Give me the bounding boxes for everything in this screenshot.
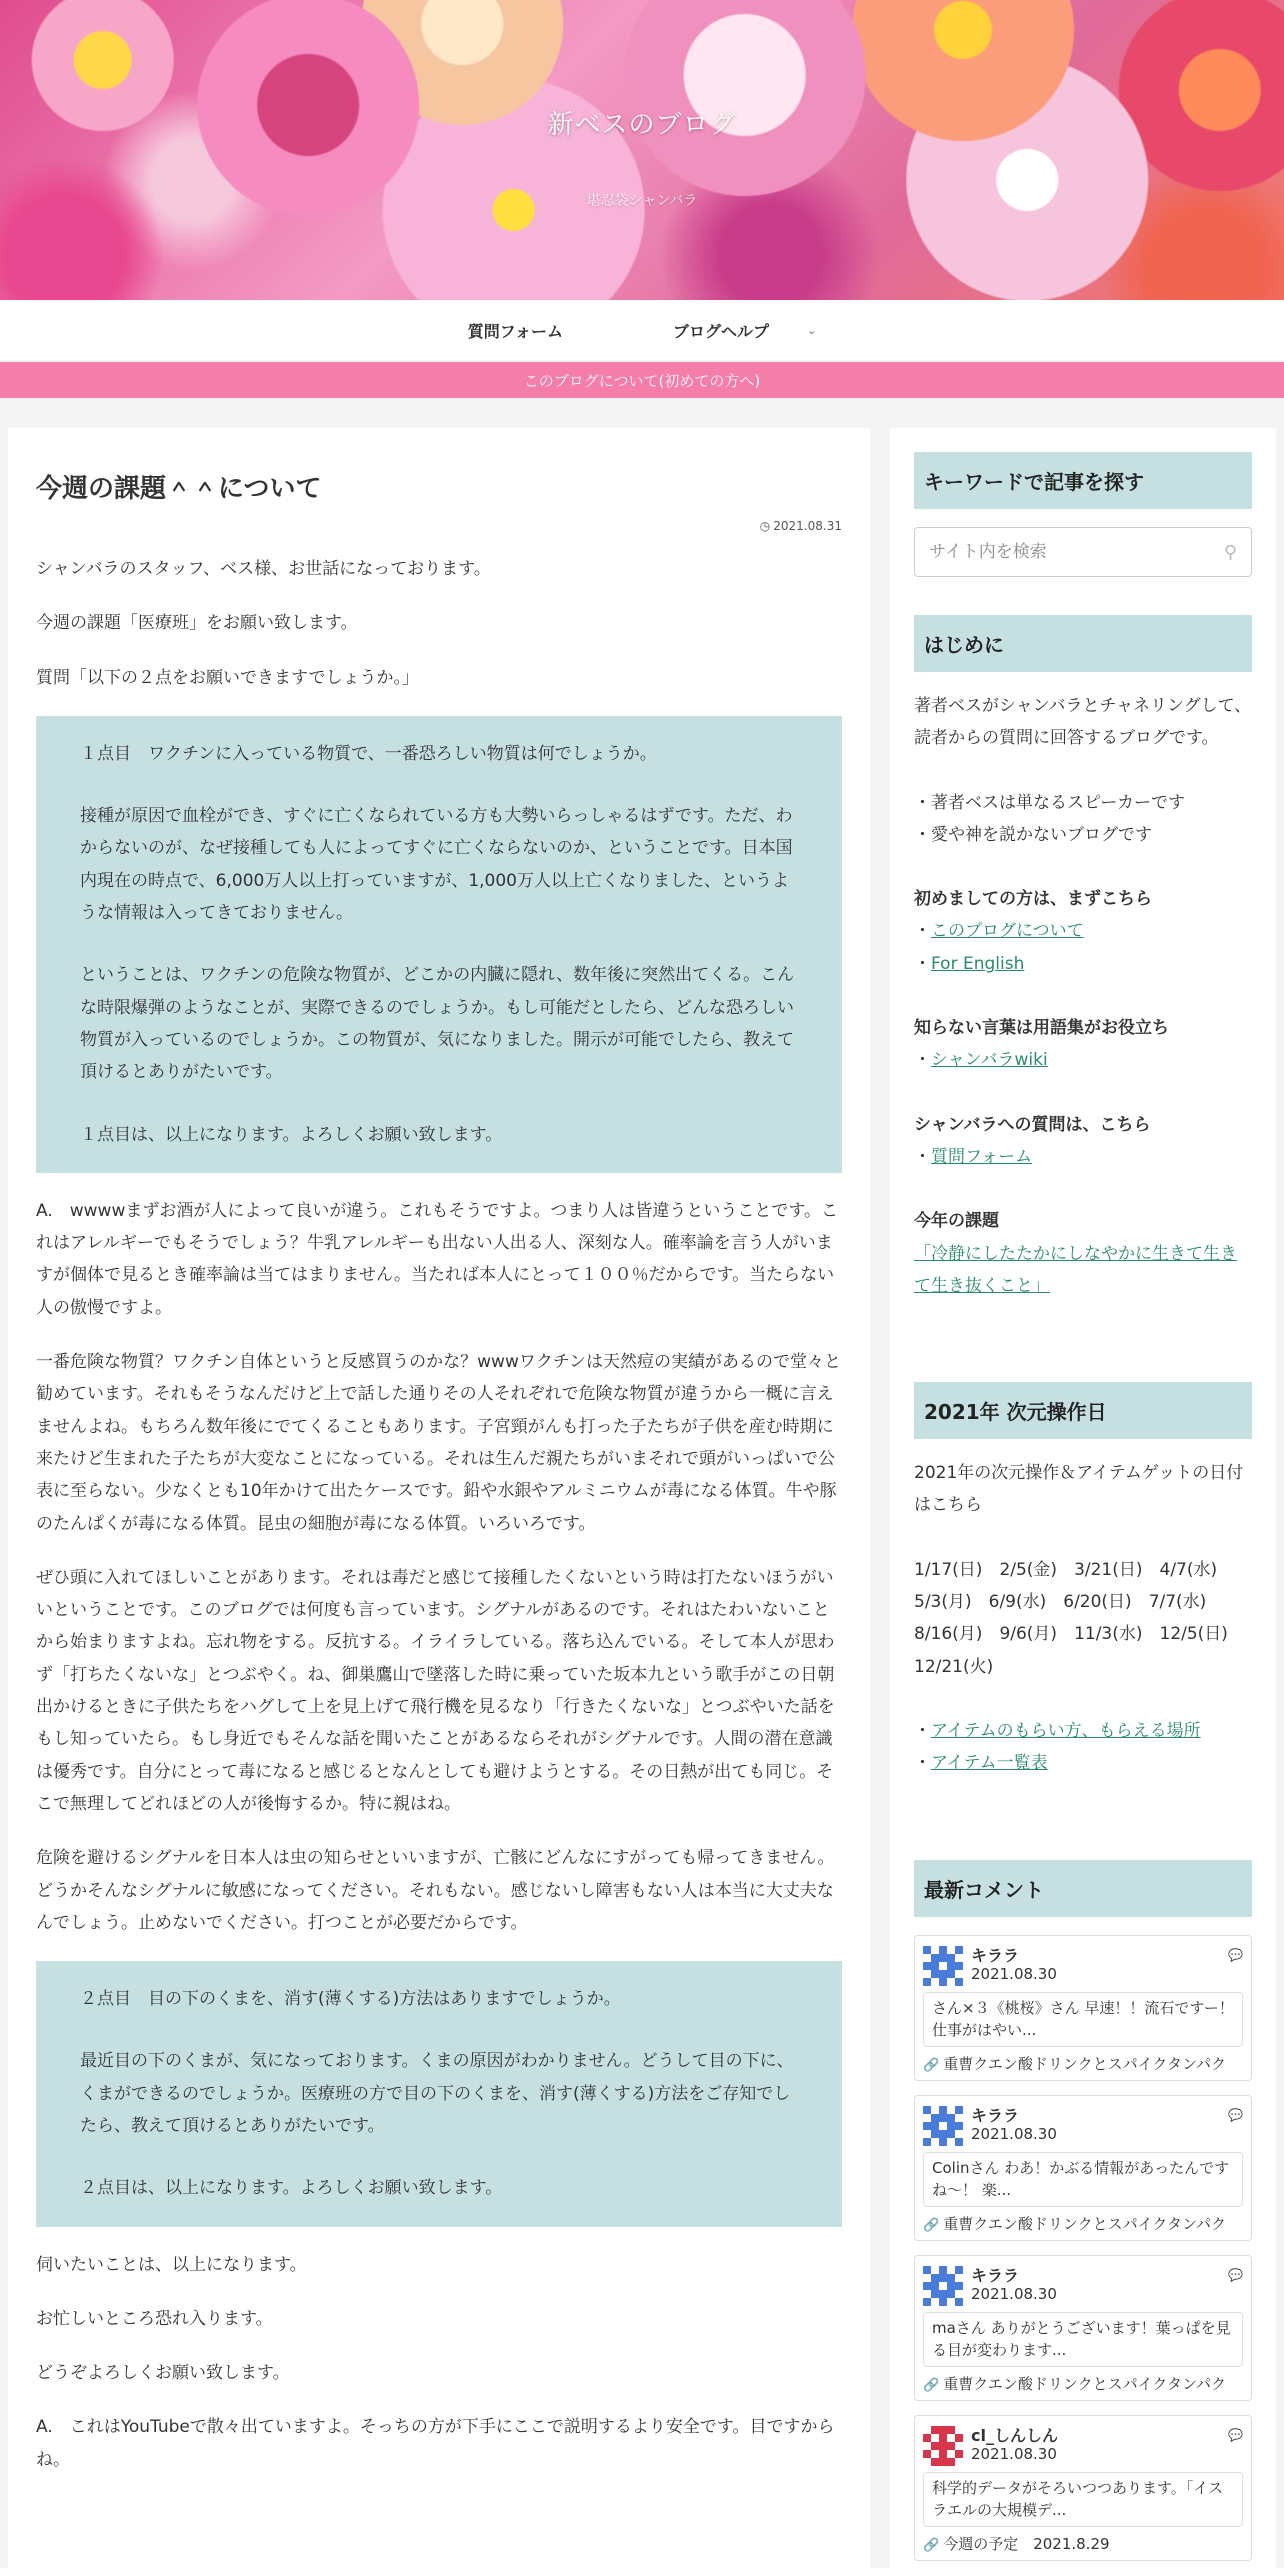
list-item: ・シャンバラwiki xyxy=(914,1050,1048,1071)
comment-post-title: 重曹クエン酸ドリンクとスパイクタンパク xyxy=(943,2054,1226,2073)
comment-author: キララ xyxy=(971,2265,1020,2285)
paragraph: 一番危険な物質？ワクチン自体というと反感買うのかな？wwwワクチンは天然痘の実績があるので堂々と勧めています。それもそうなんだけど上で話した通りその人それぞれで危険な物質が違うから一概に言えませんよね。もちろん数年後にでてくることもあります。子宮頸がんも打った子たちが子供を産む時期に来たけど生まれた子たちが大変なことになっている。それは生んだ親たちがいまそれで頭がいっぱいで公表に至らない。少なくとも10年かけて出たケースです。鉛や水銀やアルミニウムが毒になる体質。牛や豚のたんぱくが毒になる体質。昆虫の細胞が毒になる体質。いろいろです。 xyxy=(36,1352,842,1534)
site-subtitle: 堪忍袋シャンバラ xyxy=(586,193,698,209)
link-icon: 🔗 xyxy=(923,2537,940,2553)
avatar xyxy=(923,2106,963,2146)
widget-title-intro: はじめに xyxy=(914,615,1252,672)
list-item: ・質問フォーム xyxy=(914,1146,1033,1167)
site-header xyxy=(0,0,1284,300)
paragraph: ぜひ頭に入れてほしいことがあります。それは毒だと感じて接種したくないという時は打たないほうがいいということです。このブログでは何度も言っています。シグナルがあるのです。それはたわいないことから始まりますよね。忘れ物をする。反抗する。イライラしている。落ち込んでいる。そして本人が思わず「打ちたくないな」とつぶやく。ね、御巣鷹山で墜落した時に乗っていた坂本九という歌手がこの日朝出かけるときに子供たちをハグして上を見上げて飛行機を見るなり「行きたくないな」とつぶやいた話をもし知っていたら。もし身近でもそんな話を聞いたことがあるならそれがシグナルです。人間の潜在意識は優秀です。自分にとって毒になると感じるとなんとしても避けようとする。その日熱が出ても同じ。そこで無理してどれほどの人が後悔するか。特に親はね。 xyxy=(36,1567,835,1814)
paragraph: 伺いたいことは、以上になります。 xyxy=(36,2254,307,2275)
link-item-howto[interactable]: アイテムのもらい方、もらえる場所 xyxy=(931,1720,1201,1741)
search-input[interactable] xyxy=(929,542,1209,562)
comment-item[interactable] xyxy=(914,2095,1252,2241)
site-title[interactable]: 新ベスのブログ xyxy=(547,110,737,140)
comment-post-link[interactable] xyxy=(923,2533,1243,2554)
paragraph: どうぞよろしくお願い致します。 xyxy=(36,2363,290,2384)
search-form xyxy=(914,527,1252,577)
chevron-down-icon: ⌄ xyxy=(807,323,817,337)
comment-item[interactable] xyxy=(914,1935,1252,2081)
glossary-heading: 知らない言葉は用語集がお役立ち xyxy=(914,1018,1169,1039)
comment-author: cl_しんしん xyxy=(971,2425,1058,2445)
link-icon: 🔗 xyxy=(923,2377,940,2393)
avatar xyxy=(923,2426,963,2466)
comment-post-link[interactable] xyxy=(923,2053,1243,2074)
date-text: 2021.08.31 xyxy=(773,519,842,533)
quote-paragraph: １点目 ワクチンに入っている物質で、一番恐ろしい物質は何でしょうか。 xyxy=(80,743,657,764)
paragraph: お忙しいところ恐れ入ります。 xyxy=(36,2308,273,2329)
search-icon[interactable]: ⚲ xyxy=(1223,541,1237,563)
question-quote-1 xyxy=(36,716,842,1173)
comment-excerpt: Colinさん わあ！かぶる情報があったんですね〜！ 楽... xyxy=(923,2152,1243,2207)
comment-author: キララ xyxy=(971,1945,1020,1965)
comment-date: 2021.08.30 xyxy=(971,2124,1057,2143)
quote-paragraph: 接種が原因で血栓ができ、すぐに亡くなられている方も大勢いらっしゃるはずです。ただ、わからないのが、なぜ接種しても人によってすぐに亡くならないのか、ということです。日本国内現在の時点で、6,000万人以上打っていますが、1,000万人以上亡くなりました、というような情報は入ってきておりません。 xyxy=(80,806,793,924)
global-nav xyxy=(0,300,1284,360)
comment-author: キララ xyxy=(971,2105,1020,2125)
widget-title-comments: 最新コメント xyxy=(914,1860,1252,1917)
quote-paragraph: １点目は、以上になります。よろしくお願い致します。 xyxy=(80,1124,503,1145)
avatar xyxy=(923,2266,963,2306)
quote-paragraph: ２点目 目の下のくまを、消す(薄くする)方法はありますでしょうか。 xyxy=(80,1989,621,2010)
link-shambhala-wiki[interactable]: シャンバラwiki xyxy=(931,1050,1048,1071)
comment-date: 2021.08.30 xyxy=(971,2444,1057,2463)
comment-post-title: 重曹クエン酸ドリンクとスパイクタンパク xyxy=(943,2214,1226,2233)
comment-excerpt: さん×３《桃桜》さん 早速！！流石ですー！仕事がはやい... xyxy=(923,1992,1243,2047)
first-time-heading: 初めましての方は、まずこちら xyxy=(914,889,1152,910)
list-item: ・アイテム一覧表 xyxy=(914,1753,1048,1774)
paragraph: A. wwwwまずお酒が人によって良いが違う。これもそうですよ。つまり人は皆違うということです。これはアレルギーでもそうでしょう？牛乳アレルギーも出ない人出る人、深刻な人。確率論を言う人がいますが個体で見るとき確率論は当てはまりません。当たれば本人にとって１００％だからです。当たらない人の傲慢ですよ。 xyxy=(36,1200,838,1318)
article-date xyxy=(36,519,842,533)
intro-bullet: ・著者ベスは単なるスピーカーです xyxy=(914,792,1185,813)
question-heading: シャンバラへの質問は、こちら xyxy=(914,1114,1151,1135)
nav-item-label: 質問フォーム xyxy=(467,321,563,341)
comment-icon: 💬 xyxy=(1228,2267,1243,2282)
question-quote-2 xyxy=(36,1961,842,2226)
paragraph: 質問「以下の２点をお願いできますでしょうか。」 xyxy=(36,667,420,688)
article-title: 今週の課題＾＾について xyxy=(36,474,322,504)
paragraph: A. これはYouTubeで散々出ていますよ。そっちの方が下手にここで説明するより安全です。目ですからね。 xyxy=(36,2417,835,2470)
main-content xyxy=(8,428,870,2568)
link-icon: 🔗 xyxy=(923,2057,940,2073)
clock-icon: ◷ xyxy=(759,519,771,533)
link-for-english[interactable]: For English xyxy=(931,953,1025,974)
widget-title-search: キーワードで記事を探す xyxy=(914,452,1252,509)
intro-bullet: ・愛や神を説かないブログです xyxy=(914,824,1152,845)
link-icon: 🔗 xyxy=(923,2217,940,2233)
paragraph: 危険を避けるシグナルを日本人は虫の知らせといいますが、亡骸にどんなにすがっても帰ってきません。どうかそんなシグナルに敏感になってください。それもない。感じないし障害もない人は本当に大丈夫なんでしょう。止めないでください。打つことが必要だからです。 xyxy=(36,1848,835,1933)
list-item: ・アイテムのもらい方、もらえる場所 xyxy=(914,1720,1201,1741)
comment-icon: 💬 xyxy=(1228,2427,1243,2442)
theme-heading: 今年の課題 xyxy=(914,1211,999,1232)
link-item-list[interactable]: アイテム一覧表 xyxy=(931,1753,1048,1774)
comment-item[interactable] xyxy=(914,2415,1252,2561)
comment-excerpt: maさん ありがとうございます！葉っぱを見る目が変わります... xyxy=(923,2312,1243,2367)
comment-post-link[interactable] xyxy=(923,2373,1243,2394)
notice-bar[interactable]: このブログについて(初めての方へ) xyxy=(0,362,1284,398)
link-question-form[interactable]: 質問フォーム xyxy=(931,1146,1033,1167)
dimension-text: 2021年の次元操作＆アイテムゲットの日付はこちら xyxy=(914,1463,1244,1516)
sidebar xyxy=(890,428,1276,2568)
intro-text: 著者ベスがシャンバラとチャネリングして、読者からの質問に回答するブログです。 xyxy=(914,696,1252,749)
nav-item-label: ブログヘルプ xyxy=(672,321,769,341)
comment-excerpt: 科学的データがそろいつつあります。「イスラエルの大規模デ... xyxy=(923,2472,1243,2527)
widget-title-dimension: 2021年 次元操作日 xyxy=(914,1382,1252,1439)
quote-paragraph: ということは、ワクチンの危険な物質が、どこかの内臓に隠れ、数年後に突然出てくる。こんな時限爆弾のようなことが、実際できるのでしょうか。もし可能だとしたら、どんな恐ろしい物質が入っているのでしょうか。この物質が、気になりました。開示が可能でしたら、教えて頂けるとありがたいです。 xyxy=(80,965,795,1083)
paragraph: 今週の課題「医療班」をお願い致します。 xyxy=(36,613,358,634)
comment-icon: 💬 xyxy=(1228,2107,1243,2122)
link-yearly-theme[interactable]: 「冷静にしたたかにしなやかに生きて生きて生き抜くこと」 xyxy=(914,1243,1237,1296)
comment-post-link[interactable] xyxy=(923,2213,1243,2234)
quote-paragraph: 最近目の下のくまが、気になっております。くまの原因がわかりません。どうして目の下に、くまができるのでしょうか。医療班の方で目の下のくまを、消す(薄くする)方法をご存知でしたら、教えて頂けるとありがたいです。 xyxy=(80,2051,794,2136)
comment-date: 2021.08.30 xyxy=(971,1964,1057,1983)
nav-item-blog-help[interactable] xyxy=(673,319,816,342)
nav-item-question-form[interactable] xyxy=(468,319,563,342)
comment-icon: 💬 xyxy=(1228,1947,1243,1962)
quote-paragraph: ２点目は、以上になります。よろしくお願い致します。 xyxy=(80,2178,503,2199)
list-item: ・For English xyxy=(914,953,1025,974)
avatar xyxy=(923,1946,963,1986)
comment-post-title: 今週の予定 2021.8.29 xyxy=(943,2534,1110,2553)
paragraph: シャンバラのスタッフ、ベス様、お世話になっております。 xyxy=(36,559,491,579)
comment-item[interactable] xyxy=(914,2255,1252,2401)
comment-date: 2021.08.30 xyxy=(971,2284,1057,2303)
dimension-dates: 1/17(日) 2/5(金) 3/21(日) 4/7(水) 5/3(月) 6/9(水) 6/20(日) 7/7(水) 8/16(月) 9/6(月) 11/3(水) 12/5(日) 12/21(火) xyxy=(914,1559,1245,1677)
link-about-blog[interactable]: このブログについて xyxy=(931,921,1084,942)
comment-post-title: 重曹クエン酸ドリンクとスパイクタンパク xyxy=(943,2374,1226,2393)
list-item: ・このブログについて xyxy=(914,921,1084,942)
